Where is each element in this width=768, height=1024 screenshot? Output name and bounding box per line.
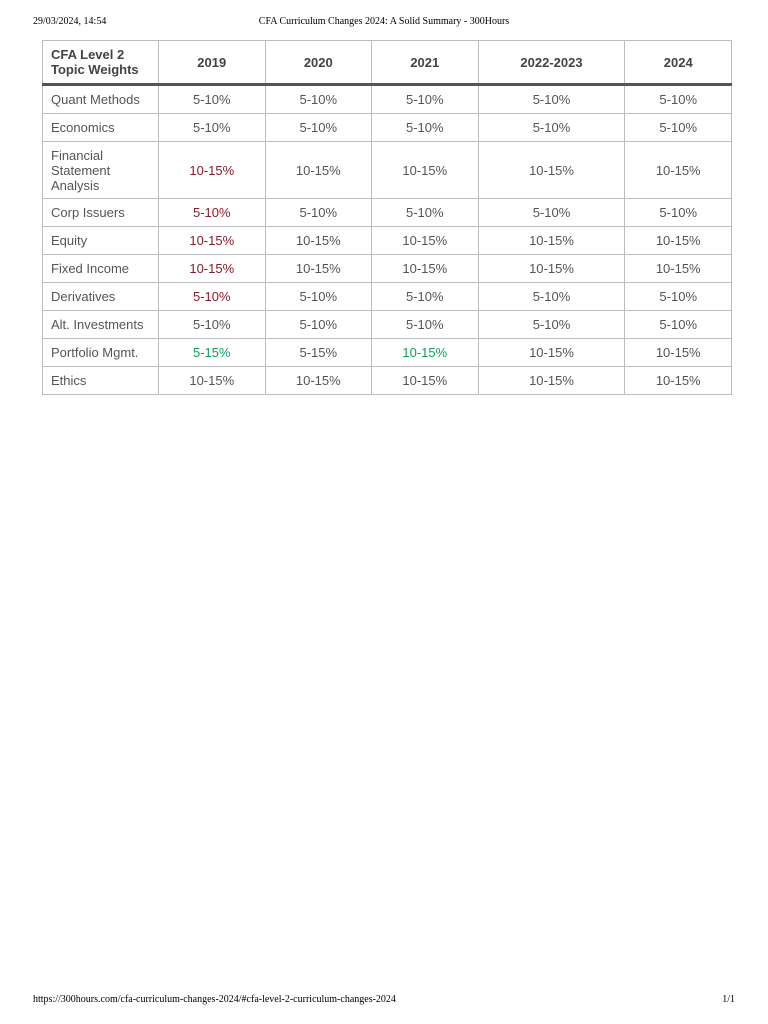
weight-cell: 10-15%: [159, 255, 266, 283]
weight-cell: 5-10%: [625, 85, 732, 114]
weight-cell: 5-10%: [159, 199, 266, 227]
topic-cell: Portfolio Mgmt.: [43, 339, 159, 367]
table-row: [43, 283, 732, 311]
weight-cell: 10-15%: [625, 227, 732, 255]
weight-cell: 5-10%: [478, 311, 625, 339]
weight-cell: 5-10%: [372, 199, 479, 227]
table-row: [43, 85, 732, 114]
weight-cell: 10-15%: [372, 142, 479, 199]
weight-cell: 10-15%: [159, 227, 266, 255]
weight-cell: 10-15%: [265, 142, 372, 199]
topic-cell: Derivatives: [43, 283, 159, 311]
topic-line-1: Financial: [51, 147, 104, 163]
corner-line-2: Topic Weights: [51, 62, 139, 77]
topic-cell: Economics: [43, 114, 159, 142]
weight-cell: 10-15%: [478, 227, 625, 255]
weight-cell: 10-15%: [159, 142, 266, 199]
weight-cell: 10-15%: [625, 367, 732, 395]
weight-cell: 10-15%: [372, 367, 479, 395]
weight-cell: 10-15%: [625, 255, 732, 283]
weight-cell: 10-15%: [265, 227, 372, 255]
weight-cell: 5-10%: [372, 311, 479, 339]
weight-cell: 5-10%: [372, 283, 479, 311]
print-page-title: CFA Curriculum Changes 2024: A Solid Summary - 300Hours: [258, 16, 510, 27]
print-footer: [33, 994, 735, 1008]
weight-cell: 5-10%: [159, 85, 266, 114]
weight-cell: 5-10%: [265, 283, 372, 311]
weight-cell: 10-15%: [159, 367, 266, 395]
topic-line-2: Statement: [51, 162, 111, 178]
weight-cell: 5-15%: [265, 339, 372, 367]
weight-cell: 10-15%: [372, 339, 479, 367]
weight-cell: 5-10%: [265, 85, 372, 114]
weight-cell: 5-10%: [265, 311, 372, 339]
weight-cell: 10-15%: [478, 255, 625, 283]
weight-cell: 10-15%: [625, 339, 732, 367]
column-header-2024: 2024: [625, 41, 732, 85]
weight-cell: 5-10%: [265, 199, 372, 227]
topic-cell: Equity: [43, 227, 159, 255]
weight-cell: 5-10%: [478, 199, 625, 227]
table-row: [43, 339, 732, 367]
weight-cell: 10-15%: [625, 142, 732, 199]
topic-cell: Fixed Income: [43, 255, 159, 283]
weight-cell: 5-10%: [265, 114, 372, 142]
column-header-2021: 2021: [372, 41, 479, 85]
weight-cell: 5-10%: [159, 311, 266, 339]
topic-cell: Alt. Investments: [43, 311, 159, 339]
topic-cell: Corp Issuers: [43, 199, 159, 227]
table-corner-header: [43, 41, 159, 85]
weight-cell: 10-15%: [372, 227, 479, 255]
weight-cell: 10-15%: [372, 255, 479, 283]
weight-cell: 5-15%: [159, 339, 266, 367]
print-url: https://300hours.com/cfa-curriculum-changes-2024/#cfa-level-2-curriculum-changes-2024: [33, 994, 396, 1005]
weight-cell: 5-10%: [372, 85, 479, 114]
print-header: [33, 16, 735, 30]
weight-cell: 10-15%: [265, 367, 372, 395]
weight-cell: 5-10%: [478, 283, 625, 311]
table-row: [43, 311, 732, 339]
table-row: [43, 199, 732, 227]
table-row: [43, 142, 732, 199]
topic-weights-table: [42, 40, 732, 395]
weight-cell: 10-15%: [478, 367, 625, 395]
weight-cell: 10-15%: [478, 142, 625, 199]
weight-cell: 5-10%: [625, 311, 732, 339]
column-header-2019: 2019: [159, 41, 266, 85]
weight-cell: 5-10%: [625, 114, 732, 142]
table-row: [43, 227, 732, 255]
weight-cell: 5-10%: [478, 85, 625, 114]
weight-cell: 5-10%: [478, 114, 625, 142]
table-row: [43, 255, 732, 283]
weight-cell: 5-10%: [372, 114, 479, 142]
table-header-row: [43, 41, 732, 85]
topic-line-3: Analysis: [51, 177, 100, 193]
weight-cell: 5-10%: [159, 283, 266, 311]
weight-cell: 5-10%: [625, 199, 732, 227]
print-page-number: 1/1: [722, 994, 735, 1005]
weight-cell: 10-15%: [478, 339, 625, 367]
topic-cell: [43, 142, 159, 199]
column-header-2022-2023: 2022-2023: [478, 41, 625, 85]
topic-cell: Quant Methods: [43, 85, 159, 114]
weight-cell: 5-10%: [159, 114, 266, 142]
weight-cell: 5-10%: [625, 283, 732, 311]
table-row: [43, 367, 732, 395]
table-row: [43, 114, 732, 142]
corner-line-1: CFA Level 2: [51, 47, 125, 62]
weight-cell: 10-15%: [265, 255, 372, 283]
column-header-2020: 2020: [265, 41, 372, 85]
topic-cell: Ethics: [43, 367, 159, 395]
print-date: 29/03/2024, 14:54: [33, 16, 107, 27]
